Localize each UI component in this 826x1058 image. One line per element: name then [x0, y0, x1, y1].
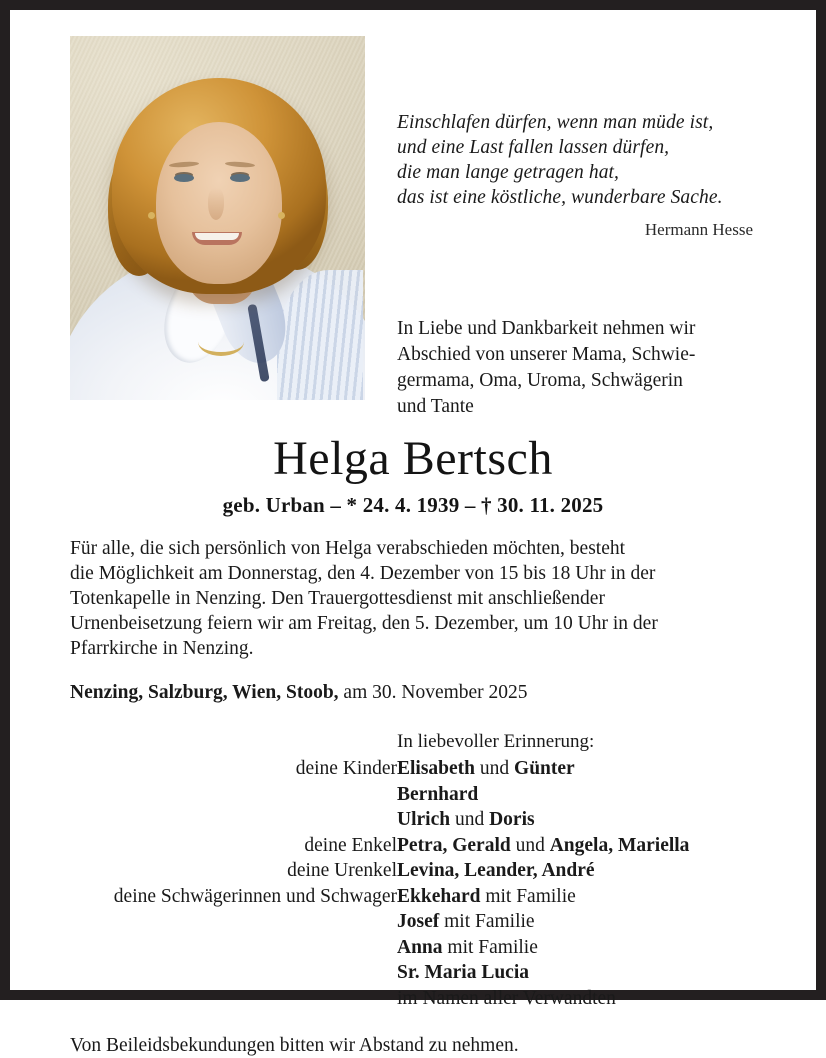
photo-eye-right	[230, 174, 250, 182]
deceased-name-block	[10, 432, 816, 518]
family-member-names: Josef mit Familie	[397, 911, 535, 932]
notice-sheet	[10, 10, 816, 1056]
family-row	[70, 858, 756, 884]
family-heading: In liebevoller Erinnerung:	[397, 731, 595, 752]
family-list	[70, 756, 756, 1011]
places-and-date	[70, 680, 756, 705]
header-area	[10, 10, 816, 417]
notice-body	[10, 536, 816, 1058]
notice-date: am 30. November 2025	[343, 682, 528, 703]
funeral-line-5: Pfarrkirche in Nenzing.	[70, 638, 254, 659]
memorial-quote	[397, 110, 753, 240]
photo-necklace	[198, 328, 244, 356]
funeral-line-3: Totenkapelle in Nenzing. Den Trauergottesdienst mit anschließender	[70, 588, 605, 609]
portrait-photo	[70, 36, 365, 400]
family-member-names: Ulrich und Doris	[397, 809, 535, 830]
family-member-names: Petra, Gerald und Angela, Mariella	[397, 834, 690, 856]
funeral-line-4: Urnenbeisetzung feiern wir am Freitag, den 5. Dezember, um 10 Uhr in der	[70, 613, 658, 634]
photo-eye-left	[174, 174, 194, 182]
family-member-names: im Namen aller Verwandten	[397, 987, 616, 1009]
family-relation-label	[70, 960, 397, 986]
family-row	[70, 782, 756, 808]
photo-earring-right	[278, 212, 285, 219]
family-member-names: Anna mit Familie	[397, 936, 538, 958]
family-row	[70, 833, 756, 859]
family-row	[70, 756, 756, 782]
deceased-name: Helga Bertsch	[273, 432, 553, 485]
photo-teeth	[195, 233, 239, 240]
deceased-dates: geb. Urban – * 24. 4. 1939 – † 30. 11. 2025	[222, 493, 604, 517]
funeral-details	[70, 536, 756, 661]
family-relation-label	[70, 986, 397, 1012]
places-list: Nenzing, Salzburg, Wien, Stoob,	[70, 682, 339, 703]
family-member-names: Levina, Leander, André	[397, 860, 595, 881]
dedication-line-4: und Tante	[397, 396, 474, 417]
family-relation-label: deine Enkel	[304, 834, 397, 856]
family-relation-label: deine Urenkel	[287, 860, 397, 881]
dedication-line-3: germama, Oma, Uroma, Schwägerin	[397, 370, 683, 391]
family-member-names: Elisabeth und Günter	[397, 758, 575, 779]
funeral-line-2: die Möglichkeit am Donnerstag, den 4. Dezember von 15 bis 18 Uhr in der	[70, 563, 656, 584]
family-row	[70, 960, 756, 986]
family-relation-label	[70, 909, 397, 935]
funeral-line-1: Für alle, die sich persönlich von Helga verabschieden möchten, besteht	[70, 538, 626, 559]
photo-nose	[208, 188, 224, 220]
family-row	[70, 884, 756, 910]
closing-note: Von Beileidsbekundungen bitten wir Abstand zu nehmen.	[70, 1035, 519, 1056]
quote-author: Hermann Hesse	[644, 220, 753, 239]
quote-line-2: und eine Last fallen lassen dürfen,	[397, 137, 670, 158]
family-relation-label	[70, 782, 397, 808]
family-row	[70, 986, 756, 1012]
quote-line-1: Einschlafen dürfen, wenn man müde ist,	[397, 112, 714, 133]
family-row	[70, 807, 756, 833]
family-row	[70, 935, 756, 961]
family-member-names: Ekkehard mit Familie	[397, 885, 576, 907]
quote-line-3: die man lange getragen hat,	[397, 162, 620, 183]
photo-mouth	[192, 232, 242, 245]
photo-earring-left	[148, 212, 155, 219]
dedication-text	[397, 316, 755, 420]
family-relation-label	[70, 807, 397, 833]
family-member-names: Sr. Maria Lucia	[397, 962, 529, 983]
family-relation-label	[70, 935, 397, 961]
family-relation-label: deine Kinder	[295, 758, 397, 779]
quote-line-4: das ist eine köstliche, wunderbare Sache.	[397, 187, 723, 208]
dedication-line-1: In Liebe und Dankbarkeit nehmen wir	[397, 318, 696, 339]
family-row	[70, 909, 756, 935]
family-relation-label: deine Schwägerinnen und Schwager	[113, 885, 397, 907]
family-list-body	[70, 756, 756, 1011]
dedication-line-2: Abschied von unserer Mama, Schwie-	[397, 344, 696, 365]
family-member-names: Bernhard	[397, 783, 479, 805]
